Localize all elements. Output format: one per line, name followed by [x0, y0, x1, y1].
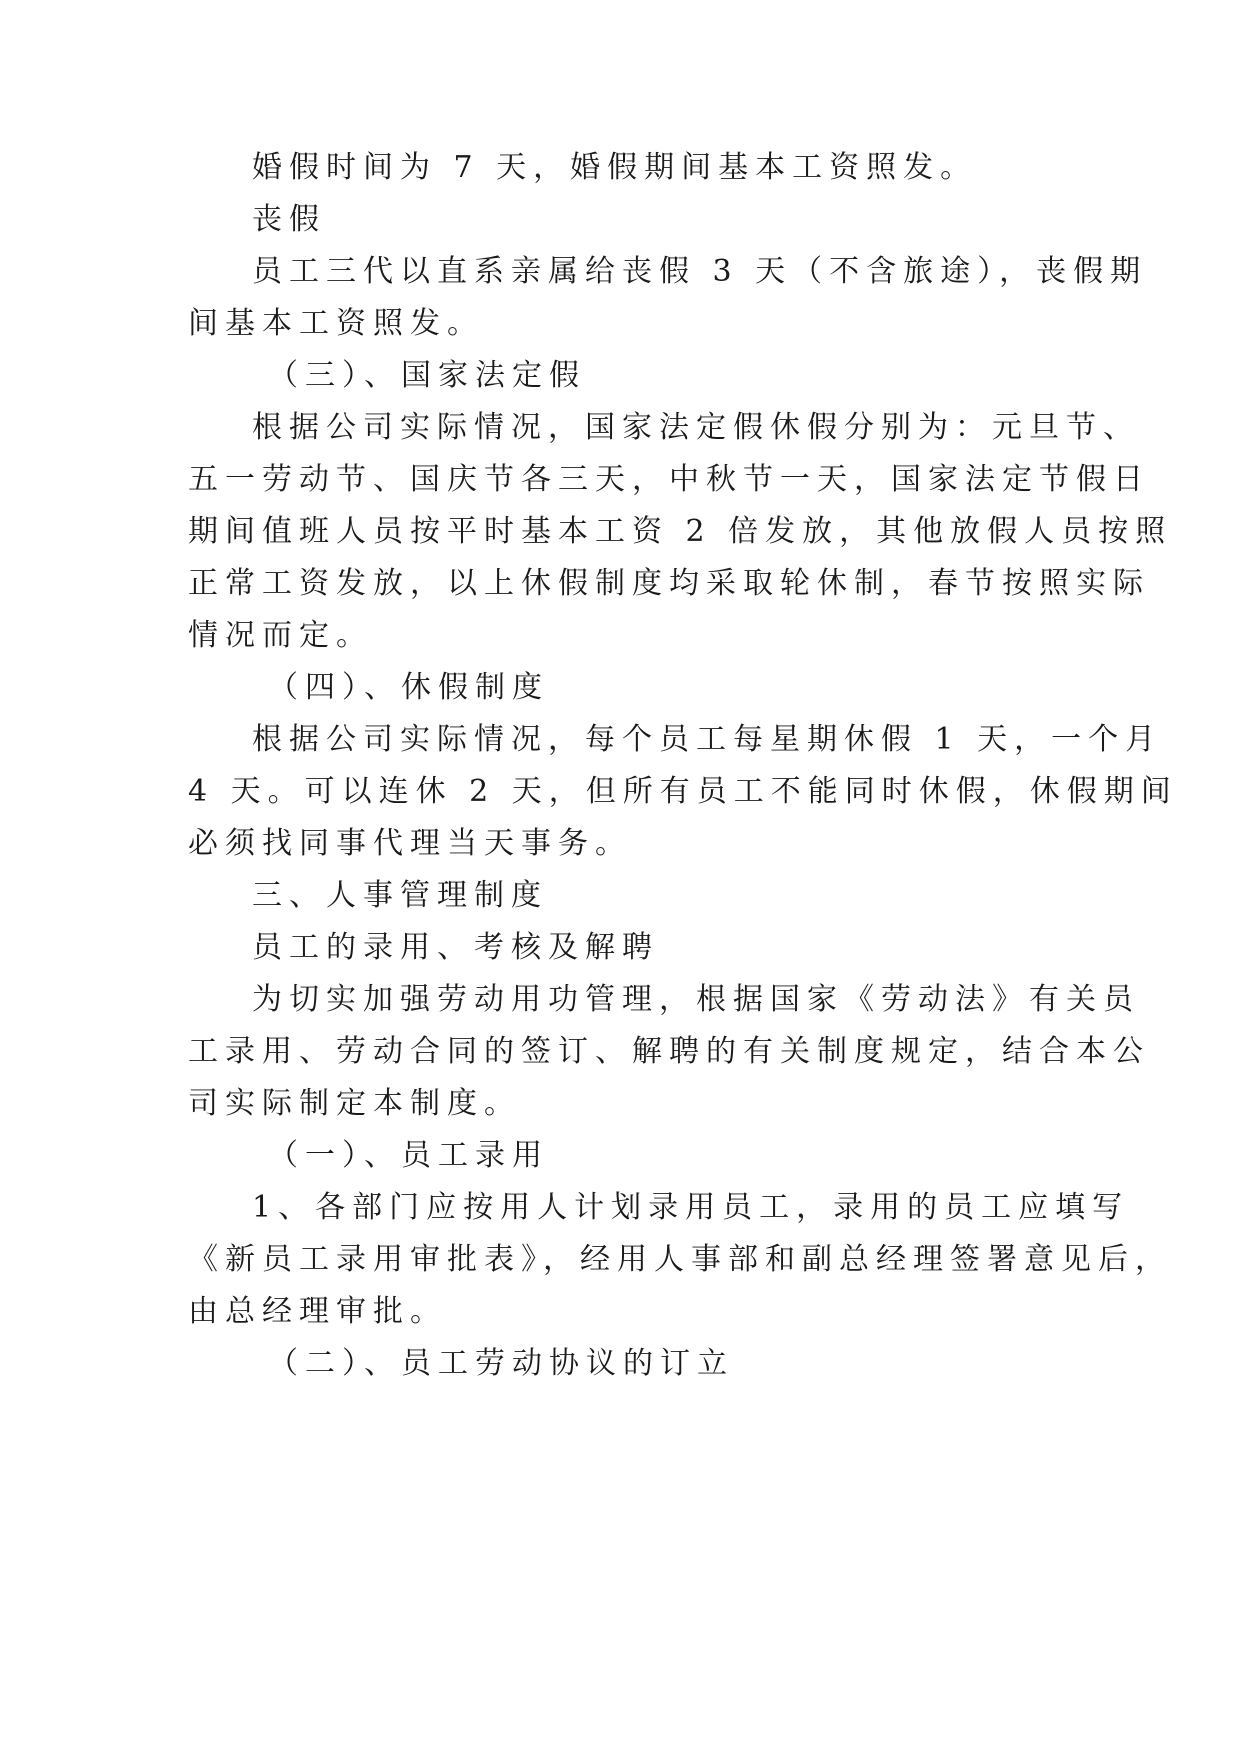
paragraph-leave-line-1: 根据公司实际情况，每个员工每星期休假 1 天，一个月	[252, 722, 1163, 757]
paragraph-hr-line-3: 司实际制定本制度。	[188, 1086, 521, 1121]
heading-leave-system: （四）、休假制度	[268, 670, 549, 705]
heading-funeral-leave: 丧假	[252, 202, 326, 237]
heading-employee-hiring: （一）、员工录用	[268, 1138, 549, 1173]
heading-national-holidays: （三）、国家法定假	[268, 358, 586, 393]
paragraph-leave-line-2: 4 天。可以连休 2 天，但所有员工不能同时休假，休假期间	[188, 774, 1178, 809]
paragraph-hr-line-2: 工录用、劳动合同的签订、解聘的有关制度规定，结合本公	[188, 1034, 1150, 1069]
heading-hiring-assessment-dismissal: 员工的录用、考核及解聘	[252, 930, 659, 965]
paragraph-holidays-line-3: 期间值班人员按平时基本工资 2 倍发放，其他放假人员按照	[188, 514, 1173, 549]
paragraph-hiring-line-2: 《新员工录用审批表》，经用人事部和副总经理签署意见后，	[188, 1242, 1172, 1277]
heading-labor-agreement: （二）、员工劳动协议的订立	[268, 1346, 734, 1381]
paragraph-holidays-line-5: 情况而定。	[188, 618, 373, 653]
paragraph-hiring-line-1: 1、各部门应按用人计划录用员工，录用的员工应填写	[252, 1190, 1130, 1225]
paragraph-hiring-line-3: 由总经理审批。	[188, 1294, 447, 1329]
paragraph-holidays-line-1: 根据公司实际情况，国家法定假休假分别为：元旦节、	[252, 410, 1140, 445]
paragraph-holidays-line-4: 正常工资发放，以上休假制度均采取轮休制，春节按照实际	[188, 566, 1150, 601]
paragraph-funeral-leave-line-2: 间基本工资照发。	[188, 306, 484, 341]
paragraph-leave-line-3: 必须找同事代理当天事务。	[188, 826, 632, 861]
paragraph-funeral-leave-line-1: 员工三代以直系亲属给丧假 3 天（不含旅途），丧假期	[252, 254, 1148, 289]
paragraph-holidays-line-2: 五一劳动节、国庆节各三天，中秋节一天，国家法定节假日	[188, 462, 1150, 497]
paragraph-hr-line-1: 为切实加强劳动用功管理，根据国家《劳动法》有关员	[252, 982, 1140, 1017]
heading-hr-management: 三、人事管理制度	[252, 878, 548, 913]
paragraph-marriage-leave: 婚假时间为 7 天，婚假期间基本工资照发。	[252, 150, 978, 185]
